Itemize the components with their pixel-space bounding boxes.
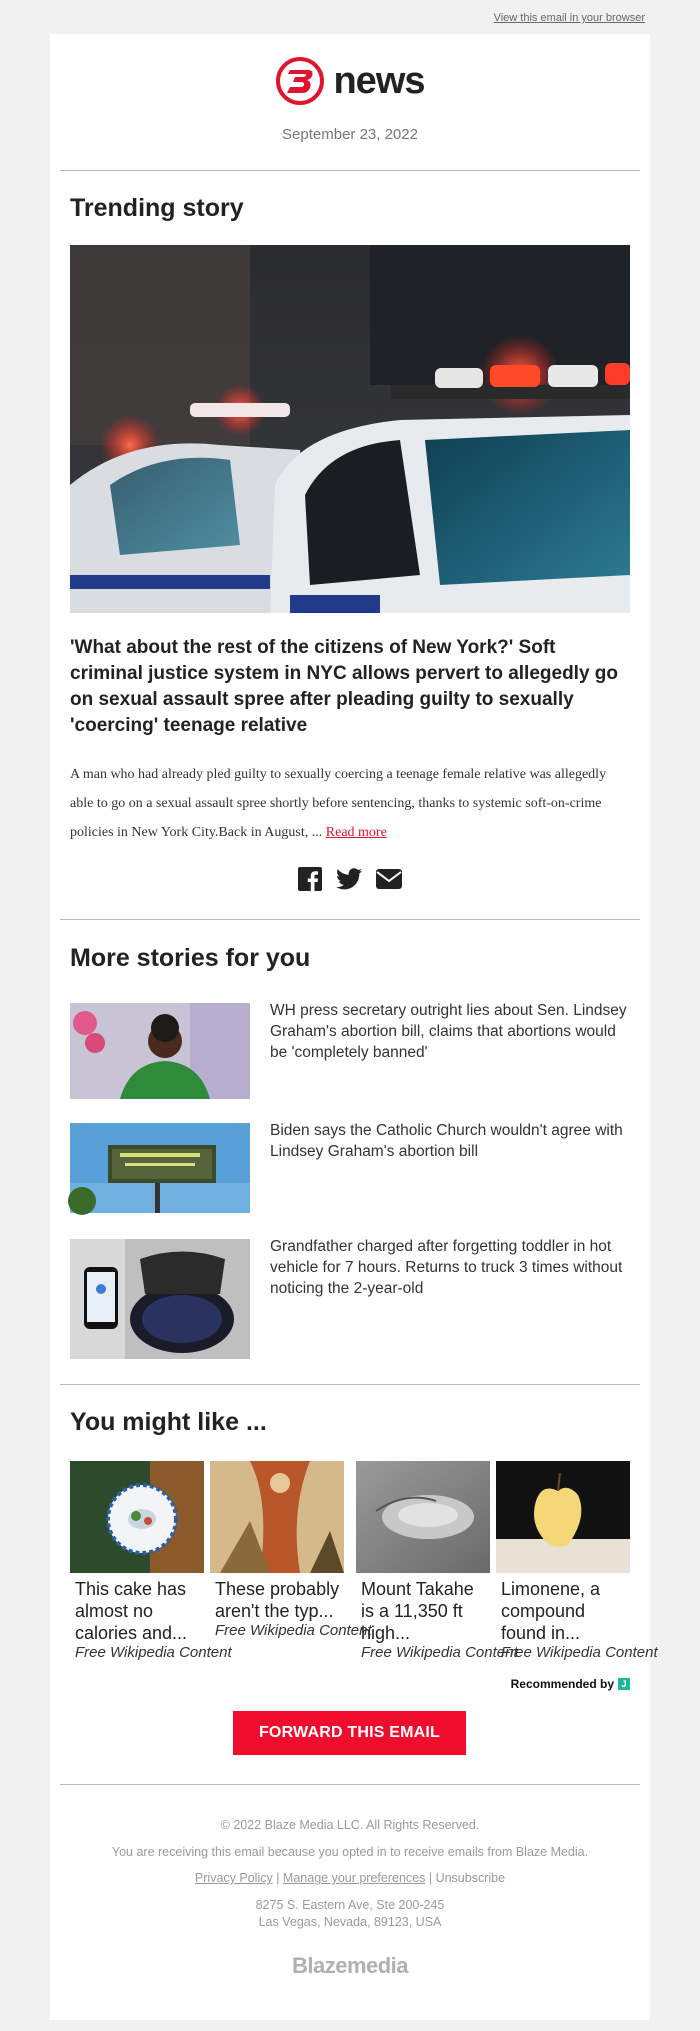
footer-links: Privacy Policy | Manage your preferences | Unsubscribe xyxy=(194,1871,506,1885)
teaser-text: A man who had already pled guilty to sexually coercing a teenage female relative was allegedly able to go on a sexual assault spree shortly before sentencing, thanks to systemic soft-on-crime policies in New York City.Back in August, ... xyxy=(70,767,607,840)
footer-address-line2: Las Vegas, Nevada, 89123, USA xyxy=(258,1915,442,1929)
blaze-logo-icon xyxy=(275,56,325,106)
view-in-browser-link[interactable]: View this email in your browser xyxy=(493,12,645,24)
story-thumbnail[interactable] xyxy=(70,1239,250,1359)
trending-teaser xyxy=(70,760,630,847)
privacy-policy-link[interactable]: Privacy Policy xyxy=(194,1871,273,1885)
manage-preferences-link[interactable]: Manage your preferences xyxy=(282,1871,426,1885)
trending-headline[interactable]: 'What about the rest of the citizens of New York?' Soft criminal justice system in NYC allows pervert to allegedly go on sexual assault spree after pleading guilty to sexually 'coercing' teenage relative xyxy=(70,637,619,736)
recommendation-image[interactable] xyxy=(210,1461,344,1573)
blaze-media-logo[interactable]: Blazemedia xyxy=(291,1953,409,1978)
divider xyxy=(60,919,640,920)
footer-notice: You are receiving this email because you opted in to receive emails from Blaze Media. xyxy=(111,1845,589,1859)
recommendation-image[interactable] xyxy=(70,1461,204,1573)
footer-copyright: © 2022 Blaze Media LLC. All Rights Reserved. xyxy=(220,1818,480,1832)
read-more-link[interactable]: Read more xyxy=(325,825,387,840)
recommendation-image[interactable] xyxy=(496,1461,630,1573)
divider xyxy=(60,1784,640,1785)
unsubscribe-link[interactable]: Unsubscribe xyxy=(435,1871,506,1885)
recommendation-caption[interactable]: This cake has almost no calories and... xyxy=(75,1579,188,1643)
story-thumbnail[interactable] xyxy=(70,1123,250,1213)
divider xyxy=(60,170,640,171)
email-card xyxy=(50,34,658,2020)
you-might-like-heading: You might like ... xyxy=(70,1408,267,1436)
recommendation-source: Free Wikipedia Content xyxy=(501,1644,658,1661)
recommendation-caption[interactable]: Limonene, a compound found in... xyxy=(501,1579,601,1643)
story-item[interactable] xyxy=(70,1239,630,1359)
forward-email-button[interactable]: FORWARD THIS EMAIL xyxy=(233,1711,466,1755)
police-cars-photo xyxy=(70,245,630,613)
recommendation-card[interactable] xyxy=(210,1461,372,1639)
recommended-by[interactable] xyxy=(511,1677,630,1691)
jeeng-badge-icon: J xyxy=(618,1678,630,1690)
facebook-icon[interactable] xyxy=(298,867,322,896)
share-bar xyxy=(50,867,650,896)
recommendation-card[interactable] xyxy=(356,1461,518,1661)
hero-image[interactable] xyxy=(70,245,630,613)
recommendation-image[interactable] xyxy=(356,1461,490,1573)
footer-address-line1: 8275 S. Eastern Ave, Ste 200-245 xyxy=(255,1898,445,1912)
recommendation-card[interactable] xyxy=(496,1461,658,1661)
trending-heading: Trending story xyxy=(70,194,244,222)
story-item[interactable] xyxy=(70,1003,630,1099)
more-stories-heading: More stories for you xyxy=(70,944,311,972)
recommendation-caption[interactable]: Mount Takahe is a 11,350 ft high... xyxy=(361,1579,474,1643)
twitter-icon[interactable] xyxy=(336,868,362,895)
brand-logo[interactable] xyxy=(50,56,650,112)
divider xyxy=(60,1384,640,1385)
recommendation-source: Free Wikipedia Content xyxy=(75,1644,232,1661)
recommendation-caption[interactable]: These probably aren't the typ... xyxy=(215,1579,340,1621)
story-thumbnail[interactable] xyxy=(70,1003,250,1099)
logo-text: news xyxy=(333,59,425,102)
mail-icon[interactable] xyxy=(376,868,402,895)
recommendation-card[interactable] xyxy=(70,1461,232,1661)
recommendation-source: Free Wikipedia Content xyxy=(215,1622,372,1639)
story-title[interactable]: Grandfather charged after forgetting toddler in hot vehicle for 7 hours. Returns to truck 3 times without noticing the 2-year-old xyxy=(270,1238,623,1297)
recommended-by-label: Recommended by xyxy=(510,1677,614,1691)
story-title[interactable]: WH press secretary outright lies about Sen. Lindsey Graham's abortion bill, claims that abortions would be 'completely banned' xyxy=(270,1002,627,1061)
issue-date: September 23, 2022 xyxy=(282,126,418,143)
top-bar xyxy=(0,0,700,34)
recommendation-source: Free Wikipedia Content xyxy=(361,1644,518,1661)
story-title[interactable]: Biden says the Catholic Church wouldn't agree with Lindsey Graham's abortion bill xyxy=(270,1122,623,1160)
story-item[interactable] xyxy=(70,1123,630,1213)
